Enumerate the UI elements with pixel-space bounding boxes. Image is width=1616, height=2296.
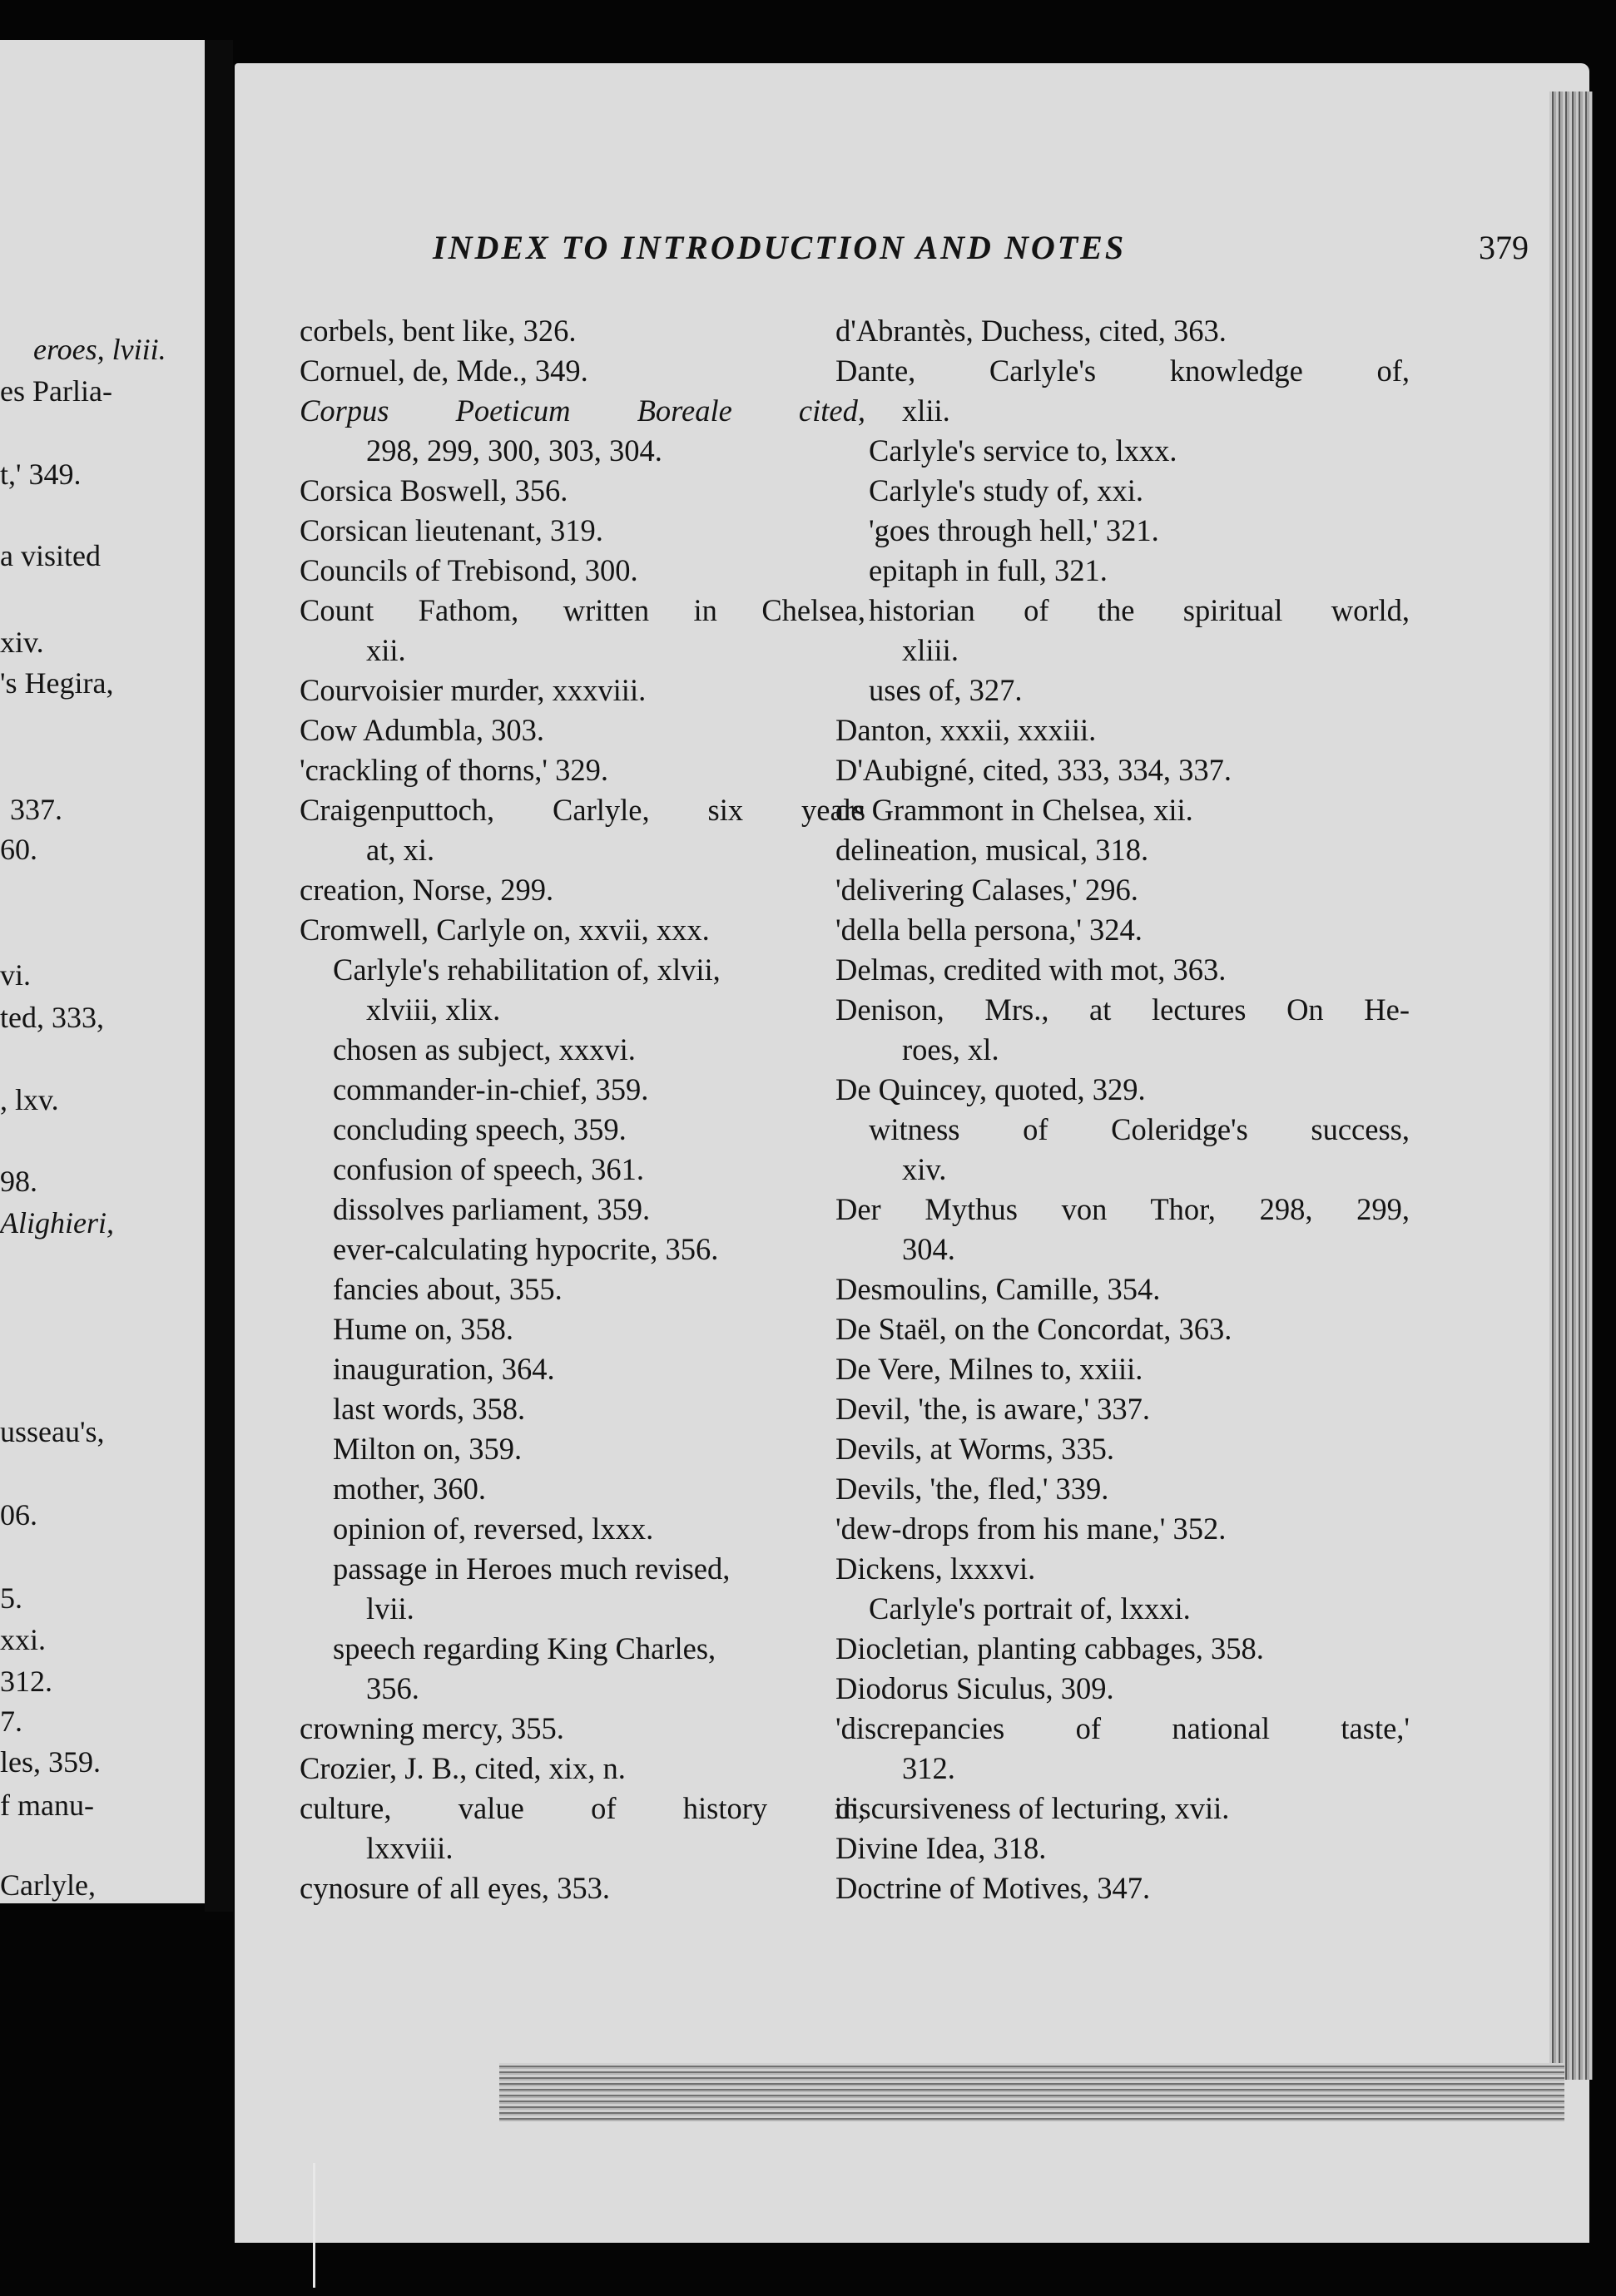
index-subentry: ever-calculating hypocrite, 356.	[333, 1232, 719, 1266]
index-entry: Doctrine of Motives, 347.	[835, 1871, 1151, 1905]
left-fragment-line: les, 359.	[0, 1745, 101, 1779]
index-entry: Der Mythus von Thor, 298, 299,	[835, 1192, 1410, 1226]
left-page-fragment	[0, 40, 205, 1903]
index-subentry: witness of Coleridge's success,	[869, 1112, 1410, 1146]
left-fragment-line: 60.	[0, 833, 37, 866]
left-fragment-line: 7.	[0, 1705, 22, 1738]
left-fragment-line: 312.	[0, 1665, 52, 1698]
index-entry-text: Corpus Poeticum Boreale cited,	[300, 393, 865, 428]
index-subentry: Carlyle's portrait of, lxxxi.	[869, 1591, 1191, 1626]
index-entry-continuation: roes, xl.	[902, 1032, 999, 1066]
index-entry: Crozier, J. B., cited, xix, n.	[300, 1751, 626, 1785]
index-entry: cynosure of all eyes, 353.	[300, 1871, 611, 1905]
index-entry: 'dew-drops from his mane,' 352.	[835, 1512, 1227, 1546]
left-fragment-line: xxi.	[0, 1623, 47, 1656]
index-subentry: 'goes through hell,' 321.	[869, 513, 1159, 547]
index-entry: Delmas, credited with mot, 363.	[835, 953, 1227, 987]
index-page	[235, 63, 1589, 2243]
index-subentry: Carlyle's study of, xxi.	[869, 473, 1143, 507]
index-entry-continuation: at, xi.	[366, 833, 435, 867]
index-entry-continuation: 356.	[366, 1671, 419, 1705]
index-subentry: confusion of speech, 361.	[333, 1152, 645, 1186]
left-fragment-line: Carlyle,	[0, 1868, 96, 1902]
index-entry-continuation: lxxviii.	[366, 1831, 454, 1865]
index-entry: Count Fathom, written in Chelsea,	[300, 593, 865, 627]
index-subentry: last words, 358.	[333, 1392, 526, 1426]
index-entry: Courvoisier murder, xxxviii.	[300, 673, 647, 707]
index-entry	[300, 391, 865, 431]
left-fragment-line: usseau's,	[0, 1415, 105, 1448]
index-entry: Cow Adumbla, 303.	[300, 713, 545, 747]
page-number: 379	[1479, 229, 1529, 266]
index-subentry: commander-in-chief, 359.	[333, 1072, 649, 1106]
page-stack-bottom	[499, 2063, 1564, 2121]
index-entry: Desmoulins, Camille, 354.	[835, 1272, 1161, 1306]
page-title: INDEX TO INTRODUCTION AND NOTES	[433, 229, 1127, 266]
index-entry: Craigenputtoch, Carlyle, six years	[300, 793, 865, 827]
index-entry: creation, Norse, 299.	[300, 873, 554, 907]
index-entry: corbels, bent like, 326.	[300, 314, 577, 348]
index-subentry: mother, 360.	[333, 1472, 487, 1506]
index-entry: 'della bella persona,' 324.	[835, 913, 1143, 947]
index-entry: Danton, xxxii, xxxiii.	[835, 713, 1097, 747]
book-gutter	[205, 40, 233, 1912]
index-subentry: dissolves parliament, 359.	[333, 1192, 651, 1226]
index-subentry: concluding speech, 359.	[333, 1112, 627, 1146]
index-entry: culture, value of history in,	[300, 1791, 865, 1825]
index-entry: Corsica Boswell, 356.	[300, 473, 568, 507]
index-entry: De Vere, Milnes to, xxiii.	[835, 1352, 1143, 1386]
index-subentry: speech regarding King Charles,	[333, 1631, 716, 1665]
index-entry: 'discrepancies of national taste,'	[835, 1711, 1410, 1745]
index-subentry: Carlyle's rehabilitation of, xlvii,	[333, 953, 721, 987]
index-entry: Diocletian, planting cabbages, 358.	[835, 1631, 1264, 1665]
index-subentry: uses of, 327.	[869, 673, 1023, 707]
page-stack-edge	[1549, 92, 1593, 2080]
index-entry: 'crackling of thorns,' 329.	[300, 753, 608, 787]
left-fragment-line: , lxv.	[0, 1083, 59, 1116]
index-entry: discursiveness of lecturing, xvii.	[835, 1791, 1230, 1825]
index-entry: Devils, 'the, fled,' 339.	[835, 1472, 1109, 1506]
index-entry: Dickens, lxxxvi.	[835, 1551, 1036, 1586]
index-entry: delineation, musical, 318.	[835, 833, 1149, 867]
index-subentry: opinion of, reversed, lxxx.	[333, 1512, 654, 1546]
index-entry-continuation: xii.	[366, 633, 406, 667]
index-entry: De Staël, on the Concordat, 363.	[835, 1312, 1232, 1346]
index-entry: D'Aubigné, cited, 333, 334, 337.	[835, 753, 1232, 787]
index-subentry: chosen as subject, xxxvi.	[333, 1032, 636, 1066]
index-subentry: passage in Heroes much revised,	[333, 1551, 731, 1586]
index-entry-continuation: xiv.	[902, 1152, 947, 1186]
left-fragment-line: xiv.	[0, 626, 44, 659]
index-subentry: historian of the spiritual world,	[869, 593, 1410, 627]
index-entry: De Quincey, quoted, 329.	[835, 1072, 1146, 1106]
left-fragment-line: Alighieri,	[0, 1206, 114, 1240]
scan-mark	[313, 2163, 315, 2288]
left-fragment-line: a visited	[0, 539, 101, 572]
left-fragment-line: 337.	[10, 793, 62, 826]
index-entry-continuation: xliii.	[902, 633, 959, 667]
index-entry-continuation: lvii.	[366, 1591, 414, 1626]
index-entry-continuation: xlii.	[902, 393, 950, 428]
index-entry: 'delivering Calases,' 296.	[835, 873, 1138, 907]
left-fragment-line: es Parlia-	[0, 374, 112, 408]
index-subentry: inauguration, 364.	[333, 1352, 555, 1386]
index-entry: crowning mercy, 355.	[300, 1711, 564, 1745]
index-entry: d'Abrantès, Duchess, cited, 363.	[835, 314, 1227, 348]
index-entry: Devil, 'the, is aware,' 337.	[835, 1392, 1151, 1426]
index-entry: Corsican lieutenant, 319.	[300, 513, 603, 547]
index-subentry: Milton on, 359.	[333, 1432, 523, 1466]
index-entry: Diodorus Siculus, 309.	[835, 1671, 1114, 1705]
index-subentry: Carlyle's service to, lxxx.	[869, 433, 1177, 468]
index-entry-continuation: xlviii, xlix.	[366, 992, 501, 1027]
index-entry: Cornuel, de, Mde., 349.	[300, 354, 588, 388]
left-fragment-line: 98.	[0, 1165, 37, 1198]
left-fragment-line: 06.	[0, 1498, 37, 1531]
index-entry: Cromwell, Carlyle on, xxvii, xxx.	[300, 913, 710, 947]
index-subentry: epitaph in full, 321.	[869, 553, 1108, 587]
index-entry: Dante, Carlyle's knowledge of,	[835, 354, 1410, 388]
index-entry: de Grammont in Chelsea, xii.	[835, 793, 1193, 827]
left-fragment-line: 's Hegira,	[0, 666, 114, 700]
left-fragment-line: ted, 333,	[0, 1001, 104, 1034]
index-entry: Devils, at Worms, 335.	[835, 1432, 1115, 1466]
index-subentry: Hume on, 358.	[333, 1312, 513, 1346]
running-head	[433, 228, 1589, 278]
index-entry-continuation: 312.	[902, 1751, 955, 1785]
index-entry: Denison, Mrs., at lectures On He-	[835, 992, 1410, 1027]
left-fragment-line: t,' 349.	[0, 458, 82, 491]
index-entry-continuation: 304.	[902, 1232, 955, 1266]
left-fragment-line: vi.	[0, 958, 32, 992]
left-fragment-line: eroes, lviii.	[33, 333, 166, 366]
index-subentry: fancies about, 355.	[333, 1272, 563, 1306]
index-entry: Councils of Trebisond, 300.	[300, 553, 638, 587]
index-entry: Divine Idea, 318.	[835, 1831, 1047, 1865]
left-fragment-line: 5.	[0, 1581, 22, 1615]
left-fragment-line: f manu-	[0, 1789, 94, 1822]
index-entry-continuation: 298, 299, 300, 303, 304.	[366, 433, 662, 468]
